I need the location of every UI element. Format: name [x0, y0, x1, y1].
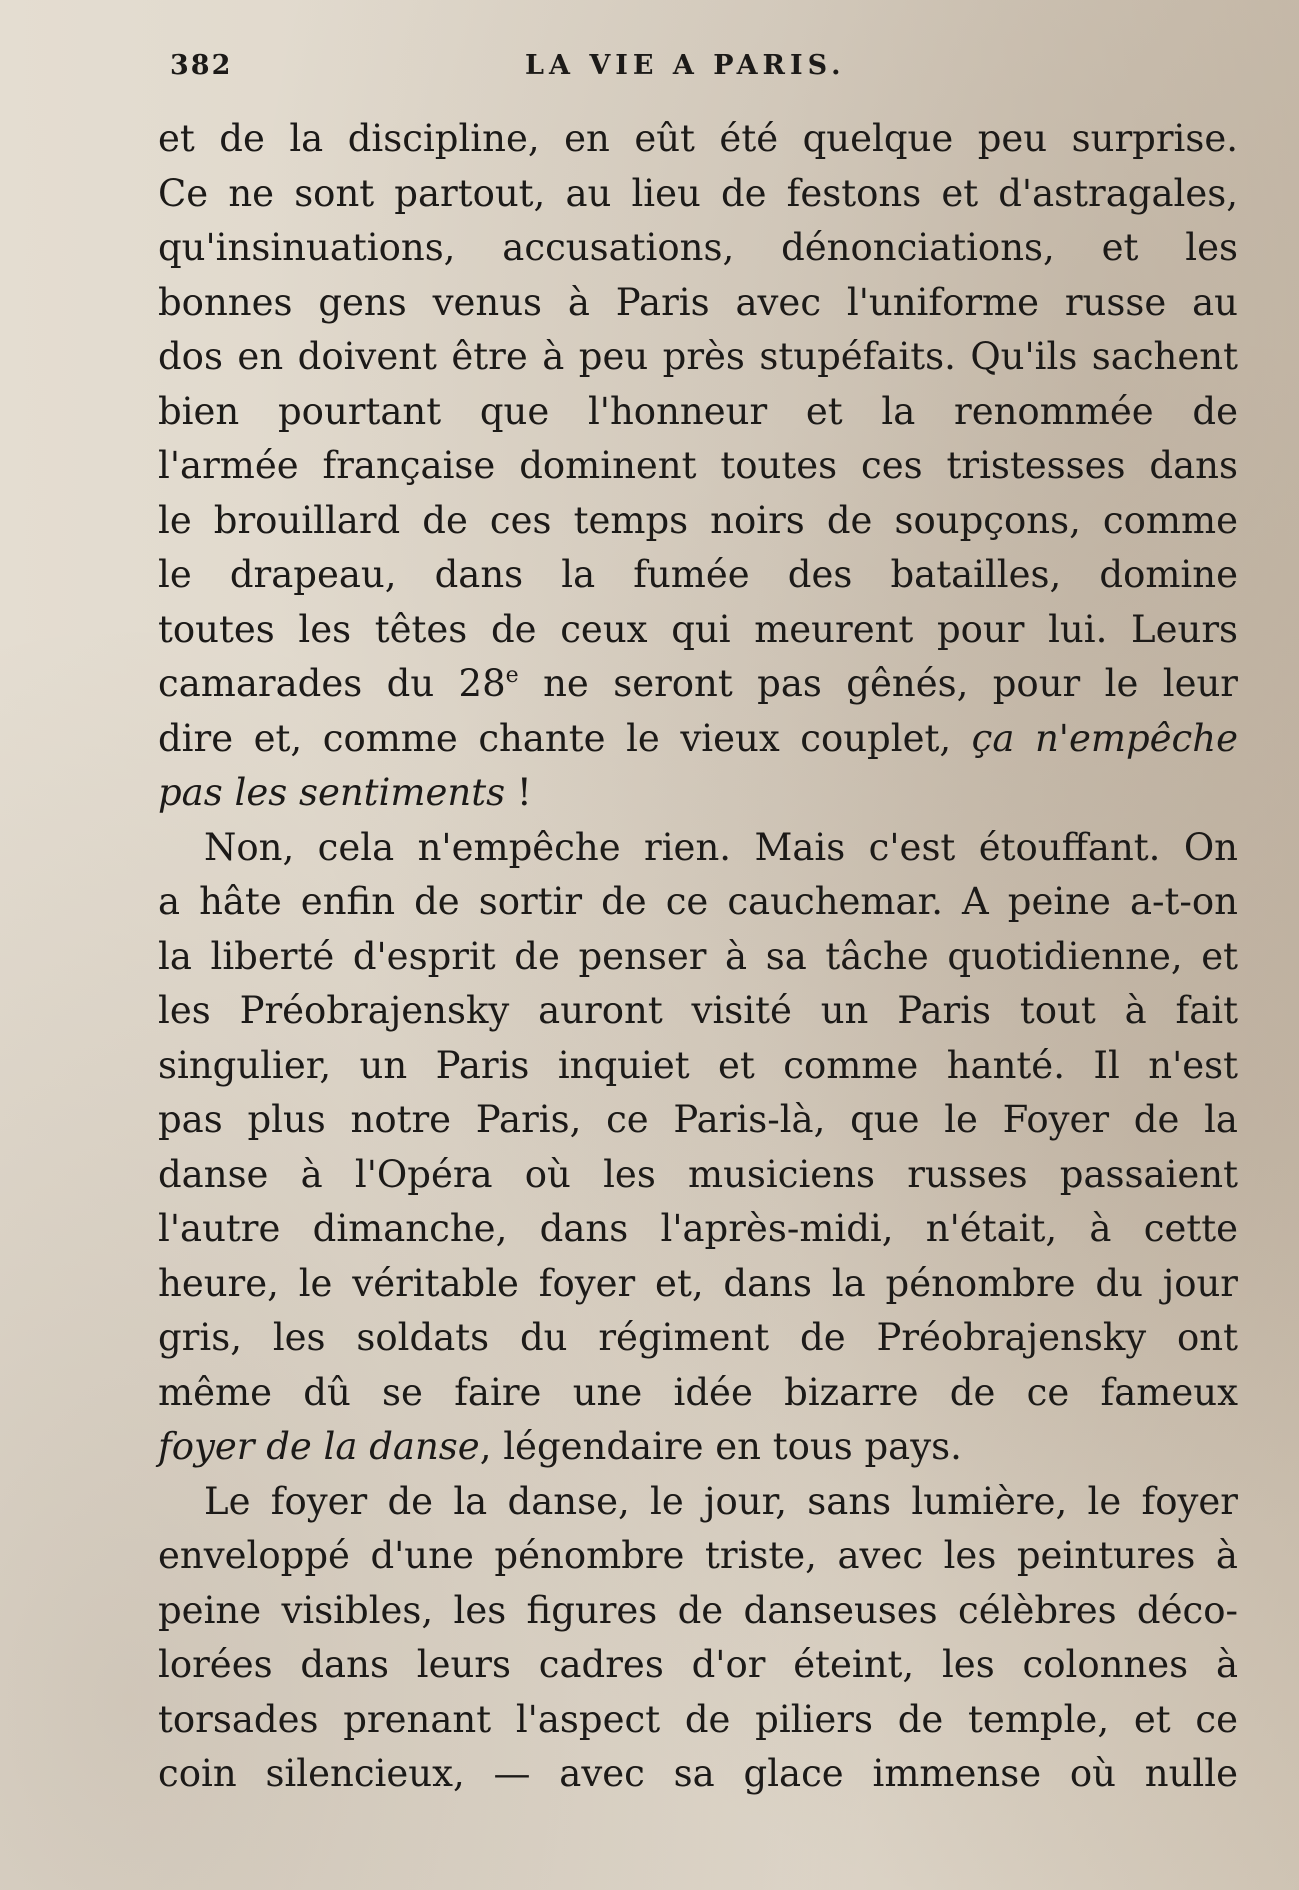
body-text	[158, 112, 1238, 1802]
text-fragment: !	[505, 771, 532, 814]
italic-phrase: foyer de la danse	[158, 1425, 480, 1468]
running-title: LA VIE A PARIS.	[525, 50, 846, 81]
text-line: gris, les soldats du régiment de Préobrajensky ont	[158, 1316, 1238, 1359]
text-line: peine visibles, les figures de danseuses célèbres déco-	[158, 1588, 1238, 1632]
text-line: lorées dans leurs cadres d'or éteint, les colonnes à	[158, 1643, 1238, 1686]
text-line: coin silencieux, — avec sa glace immense où nulle	[158, 1752, 1238, 1795]
text-fragment: dire et, comme chante le vieux couplet,	[158, 716, 972, 760]
text-fragment: , légendaire en tous pays.	[479, 1425, 962, 1468]
text-fragment: camarades du 28	[158, 662, 506, 705]
text-line: singulier, un Paris inquiet et comme hanté. Il n'est	[158, 1043, 1238, 1087]
text-line: a hâte enfin de sortir de ce cauchemar. A peine a-t-on	[158, 880, 1238, 923]
text-line: bien pourtant que l'honneur et la renommée de	[158, 389, 1238, 433]
text-line: Non, cela n'empêche rien. Mais c'est étouffant. On	[204, 825, 1238, 869]
text-line: torsades prenant l'aspect de piliers de temple, et ce	[158, 1697, 1238, 1741]
text-line: même dû se faire une idée bizarre de ce fameux	[158, 1370, 1238, 1414]
text-line: les Préobrajensky auront visité un Paris tout à fait	[158, 989, 1238, 1032]
text-line: le brouillard de ces temps noirs de soupçons, comme	[158, 498, 1238, 542]
text-line	[158, 766, 1238, 821]
italic-phrase: pas les sentiments	[158, 771, 506, 814]
page-number: 382	[170, 50, 233, 81]
text-line	[158, 712, 1238, 767]
text-line: Le foyer de la danse, le jour, sans lumière, le foyer	[204, 1479, 1238, 1523]
running-head	[170, 50, 1250, 90]
text-line: pas plus notre Paris, ce Paris-là, que le Foyer de la	[158, 1098, 1238, 1141]
text-line: bonnes gens venus à Paris avec l'uniforme russe au	[158, 280, 1238, 324]
text-line: dos en doivent être à peu près stupéfaits. Qu'ils sachent	[158, 335, 1238, 378]
superscript: e	[505, 663, 519, 688]
text-line: toutes les têtes de ceux qui meurent pour lui. Leurs	[158, 607, 1238, 651]
text-line	[158, 657, 1238, 712]
text-line: l'armée française dominent toutes ces tristesses dans	[158, 444, 1238, 487]
text-fragment: ne seront pas gênés, pour le leur	[518, 662, 1238, 705]
text-line: enveloppé d'une pénombre triste, avec les peintures à	[158, 1534, 1238, 1577]
text-line: heure, le véritable foyer et, dans la pénombre du jour	[158, 1261, 1238, 1305]
text-line: l'autre dimanche, dans l'après-midi, n'était, à cette	[158, 1207, 1238, 1250]
text-line	[158, 1420, 1238, 1475]
text-line: Ce ne sont partout, au lieu de festons et d'astragales,	[158, 171, 1238, 215]
italic-phrase: ça n'empêche	[971, 716, 1238, 760]
text-line: qu'insinuations, accusations, dénonciations, et les	[158, 226, 1238, 269]
text-line: danse à l'Opéra où les musiciens russes passaient	[158, 1152, 1238, 1196]
text-line: la liberté d'esprit de penser à sa tâche quotidienne, et	[158, 934, 1238, 978]
text-line: le drapeau, dans la fumée des batailles, domine	[158, 553, 1238, 596]
text-line: et de la discipline, en eût été quelque peu surprise.	[158, 117, 1238, 160]
